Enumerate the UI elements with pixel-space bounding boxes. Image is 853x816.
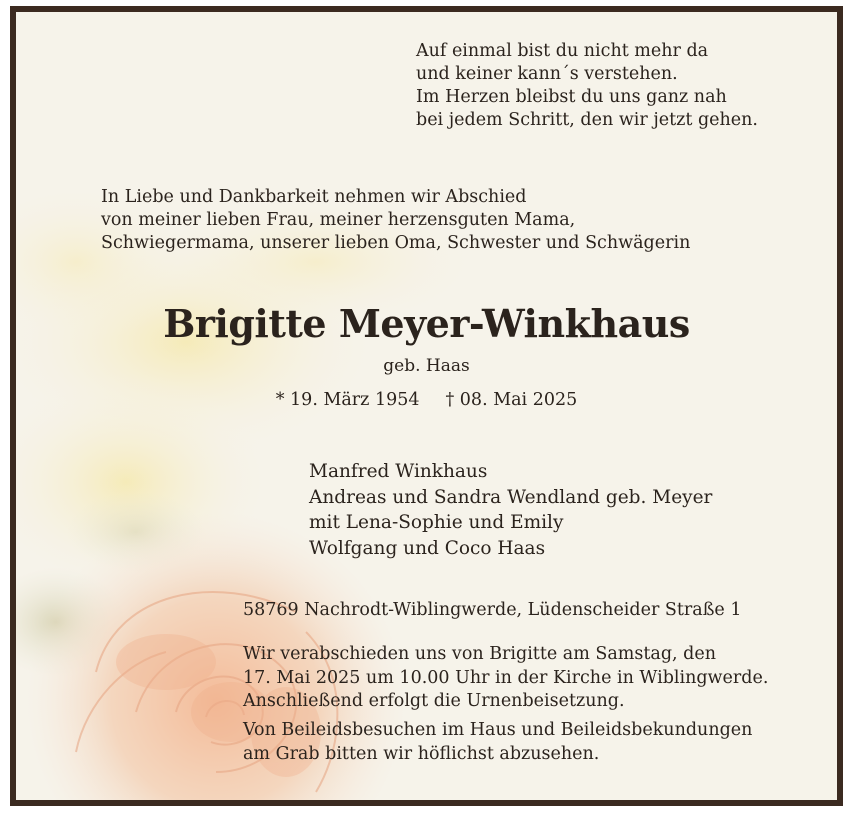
poem-line: und keiner kann´s verstehen. <box>416 64 678 84</box>
note-line: Von Beileidsbesuchen im Haus und Beileidsbekundungen <box>243 720 753 740</box>
birth-date: * 19. März 1954 <box>275 390 420 410</box>
poem-line: Auf einmal bist du nicht mehr da <box>416 41 709 61</box>
poem <box>416 40 758 132</box>
poem-line: Im Herzen bleibst du uns ganz nah <box>416 87 727 107</box>
service-info <box>243 643 768 714</box>
service-line: 17. Mai 2025 um 10.00 Uhr in der Kirche in Wiblingwerde. <box>243 667 769 688</box>
birth-name: geb. Haas <box>383 356 470 376</box>
mourner: mit Lena-Sophie und Emily <box>309 512 564 533</box>
mourner: Andreas und Sandra Wendland geb. Meyer <box>309 486 713 508</box>
intro-line: von meiner lieben Frau, meiner herzensguten Mama, <box>101 210 576 230</box>
obituary-card <box>10 6 843 806</box>
mourners-list <box>309 459 712 561</box>
mourner: Wolfgang und Coco Haas <box>309 537 546 559</box>
farewell-intro <box>101 186 690 255</box>
poem-line: bei jedem Schritt, den wir jetzt gehen. <box>416 110 758 130</box>
service-line: Wir verabschieden uns von Brigitte am Samstag, den <box>243 644 717 664</box>
mourner: Manfred Winkhaus <box>309 461 488 482</box>
death-date: † 08. Mai 2025 <box>445 390 578 410</box>
deceased-name: Brigitte Meyer-Winkhaus <box>163 301 690 346</box>
intro-line: In Liebe und Dankbarkeit nehmen wir Abschied <box>101 187 527 207</box>
intro-line: Schwiegermama, unserer lieben Oma, Schwester und Schwägerin <box>101 233 691 253</box>
life-dates <box>16 390 837 410</box>
condolence-note <box>243 719 752 766</box>
note-line: am Grab bitten wir höflichst abzusehen. <box>243 743 600 764</box>
service-line: Anschließend erfolgt die Urnenbeisetzung. <box>243 691 625 711</box>
address: 58769 Nachrodt-Wiblingwerde, Lüdenscheider Straße 1 <box>243 600 742 620</box>
